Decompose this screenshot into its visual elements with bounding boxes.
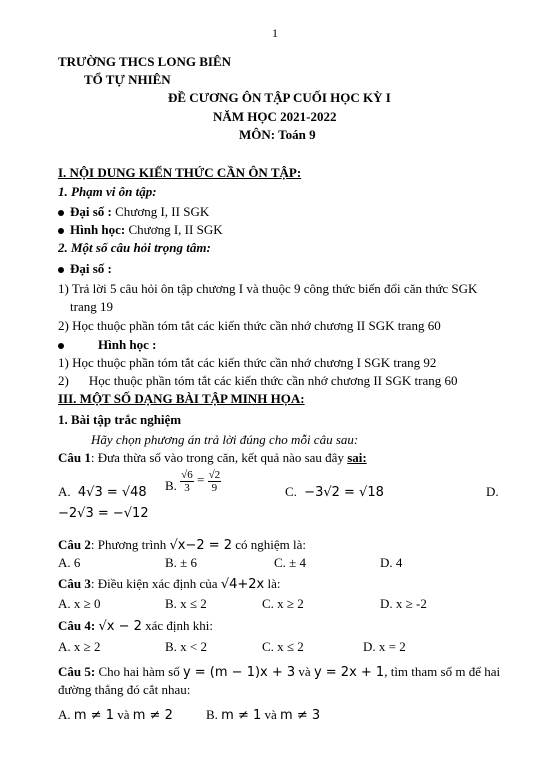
q1-option-a [58, 484, 147, 501]
q5-option-a-expr-1: m ≠ 1 [73, 708, 114, 723]
q2-option-c: C. ± 4 [274, 555, 307, 570]
question-2-label: Câu 2 [58, 537, 91, 552]
section-1-heading: I. NỘI DUNG KIẾN THỨC CẦN ÔN TẬP: [58, 165, 302, 180]
question-2-tail: có nghiệm là: [232, 537, 307, 552]
algebra-scope-row [58, 204, 209, 220]
bullet-icon [58, 267, 64, 273]
q3-option-c: C. x ≥ 2 [262, 596, 304, 611]
question-5-function-1: y = (m − 1)x + 3 [182, 665, 296, 680]
question-2 [58, 537, 306, 554]
geometry-heading: Hình học : [98, 337, 157, 352]
algebra-item-1: 1) Trả lời 5 câu hỏi ôn tập chương I và thuộc 9 công thức biến đổi căn thức SGK [58, 281, 478, 296]
q2-option-d: D. 4 [380, 555, 403, 570]
q5-option-b-expr-1: m ≠ 1 [221, 708, 262, 723]
algebra-item-2: 2) Học thuộc phần tóm tắt các kiến thức cần nhớ chương II SGK trang 60 [58, 318, 441, 333]
q5-option-a [58, 707, 173, 724]
geometry-heading-row [58, 337, 157, 353]
q1-option-b-equals: = [196, 471, 205, 487]
page-number: 1 [272, 26, 278, 40]
q1-option-b-frac-2 [208, 469, 222, 494]
question-3-label: Câu 3 [58, 576, 91, 591]
geometry-item-2 [58, 373, 457, 389]
question-1-text: : Đưa thừa số vào trong căn, kết quả nào sau đây [90, 450, 348, 465]
school-year: NĂM HỌC 2021-2022 [213, 109, 337, 124]
q1-option-d-expr: −2√3 = −√12 [58, 506, 149, 521]
question-3-expr: √4+2x [220, 577, 265, 592]
question-3-tail: là: [264, 576, 281, 591]
instruction: Hãy chọn phương án trả lời đúng cho mỗi câu sau: [91, 432, 359, 447]
geometry-scope-row [58, 222, 223, 238]
q4-option-a: A. x ≥ 2 [58, 639, 101, 654]
questions-heading: 2. Một số câu hỏi trọng tâm: [58, 240, 211, 255]
bullet-icon [58, 228, 64, 234]
school-name: TRƯỜNG THCS LONG BIÊN [58, 54, 232, 69]
question-4-expr: √x − 2 [98, 619, 142, 634]
geometry-label: Hình học: [70, 222, 126, 237]
section-3-heading: III. MỘT SỐ DẠNG BÀI TẬP MINH HỌA: [58, 391, 305, 406]
q5-option-b-expr-2: m ≠ 3 [280, 708, 321, 723]
question-4-tail: xác định khi: [141, 618, 213, 633]
question-5-label: Câu 5: [58, 664, 96, 679]
question-1-keyword: sai: [347, 450, 367, 465]
algebra-label: Đại số : [70, 204, 112, 219]
q4-option-d: D. x = 2 [363, 639, 406, 654]
q5-option-a-and: và [113, 707, 133, 722]
bullet-icon [58, 343, 64, 349]
q5-option-b-and: và [261, 707, 281, 722]
frac-2-denominator: 9 [211, 481, 218, 494]
q1-option-c-expr: −3√2 = √18 [304, 485, 384, 500]
q3-option-d: D. x ≥ -2 [380, 596, 427, 611]
question-2-text: : Phương trình [90, 537, 170, 552]
frac-2-numerator: √2 [208, 468, 221, 481]
q5-option-a-expr-2: m ≠ 2 [132, 708, 173, 723]
question-4 [58, 618, 213, 635]
question-3-text: : Điều kiện xác định của [90, 576, 221, 591]
q5-option-b [206, 707, 320, 724]
geometry-item-2-text: Học thuộc phần tóm tắt các kiến thức cần nhớ chương II SGK trang 60 [88, 373, 458, 388]
frac-1-numerator: √6 [181, 468, 193, 481]
q1-option-b-frac-1 [180, 469, 194, 494]
q3-option-b: B. x ≤ 2 [165, 596, 207, 611]
q1-option-c-label: C. [285, 484, 297, 499]
geometry-item-2-num: 2) [58, 373, 69, 388]
question-1-label: Câu 1 [58, 450, 91, 465]
subject: MÔN: Toán 9 [239, 127, 316, 142]
question-5 [58, 664, 500, 681]
document-title: ĐỀ CƯƠNG ÔN TẬP CUỐI HỌC KỲ I [168, 90, 391, 105]
question-1 [58, 450, 367, 466]
q5-option-b-label: B. [206, 707, 218, 722]
q2-option-a: A. 6 [58, 555, 81, 570]
q1-option-a-expr: 4√3 = √48 [77, 485, 147, 500]
q4-option-b: B. x < 2 [165, 639, 208, 654]
question-2-expr: √x−2 = 2 [169, 538, 233, 553]
q4-option-c: C. x ≤ 2 [262, 639, 304, 654]
question-5-text-1: Cho hai hàm số [95, 664, 183, 679]
question-5-function-2: y = 2x + 1 [313, 665, 385, 680]
geometry-item-1: 1) Học thuộc phần tóm tắt các kiến thức cần nhớ chương I SGK trang 92 [58, 355, 437, 370]
exercise-subheading: 1. Bài tập trắc nghiệm [58, 412, 182, 427]
question-5-text-2: , tìm tham số m để hai [384, 664, 501, 679]
bullet-icon [58, 210, 64, 216]
question-5-line-2: đường thẳng đó cắt nhau: [58, 682, 191, 697]
geometry-value: Chương I, II SGK [128, 222, 223, 237]
q1-option-c [285, 484, 384, 501]
q5-option-a-label: A. [58, 707, 71, 722]
algebra-item-1-cont: trang 19 [70, 299, 113, 314]
question-4-label: Câu 4: [58, 618, 96, 633]
question-3 [58, 576, 281, 593]
department-name: TỔ TỰ NHIÊN [84, 72, 171, 87]
question-5-and: và [295, 664, 314, 679]
q1-option-d-label: D. [486, 484, 499, 499]
frac-1-denominator: 3 [184, 481, 190, 494]
q1-option-b [165, 468, 221, 502]
scope-heading: 1. Phạm vi ôn tập: [58, 184, 157, 199]
algebra-value: Chương I, II SGK [115, 204, 210, 219]
algebra-heading-row [58, 261, 112, 277]
q1-option-b-label: B. [165, 478, 177, 493]
q3-option-a: A. x ≥ 0 [58, 596, 101, 611]
algebra-heading: Đại số : [70, 261, 112, 276]
q2-option-b: B. ± 6 [165, 555, 198, 570]
q1-option-a-label: A. [58, 484, 71, 499]
